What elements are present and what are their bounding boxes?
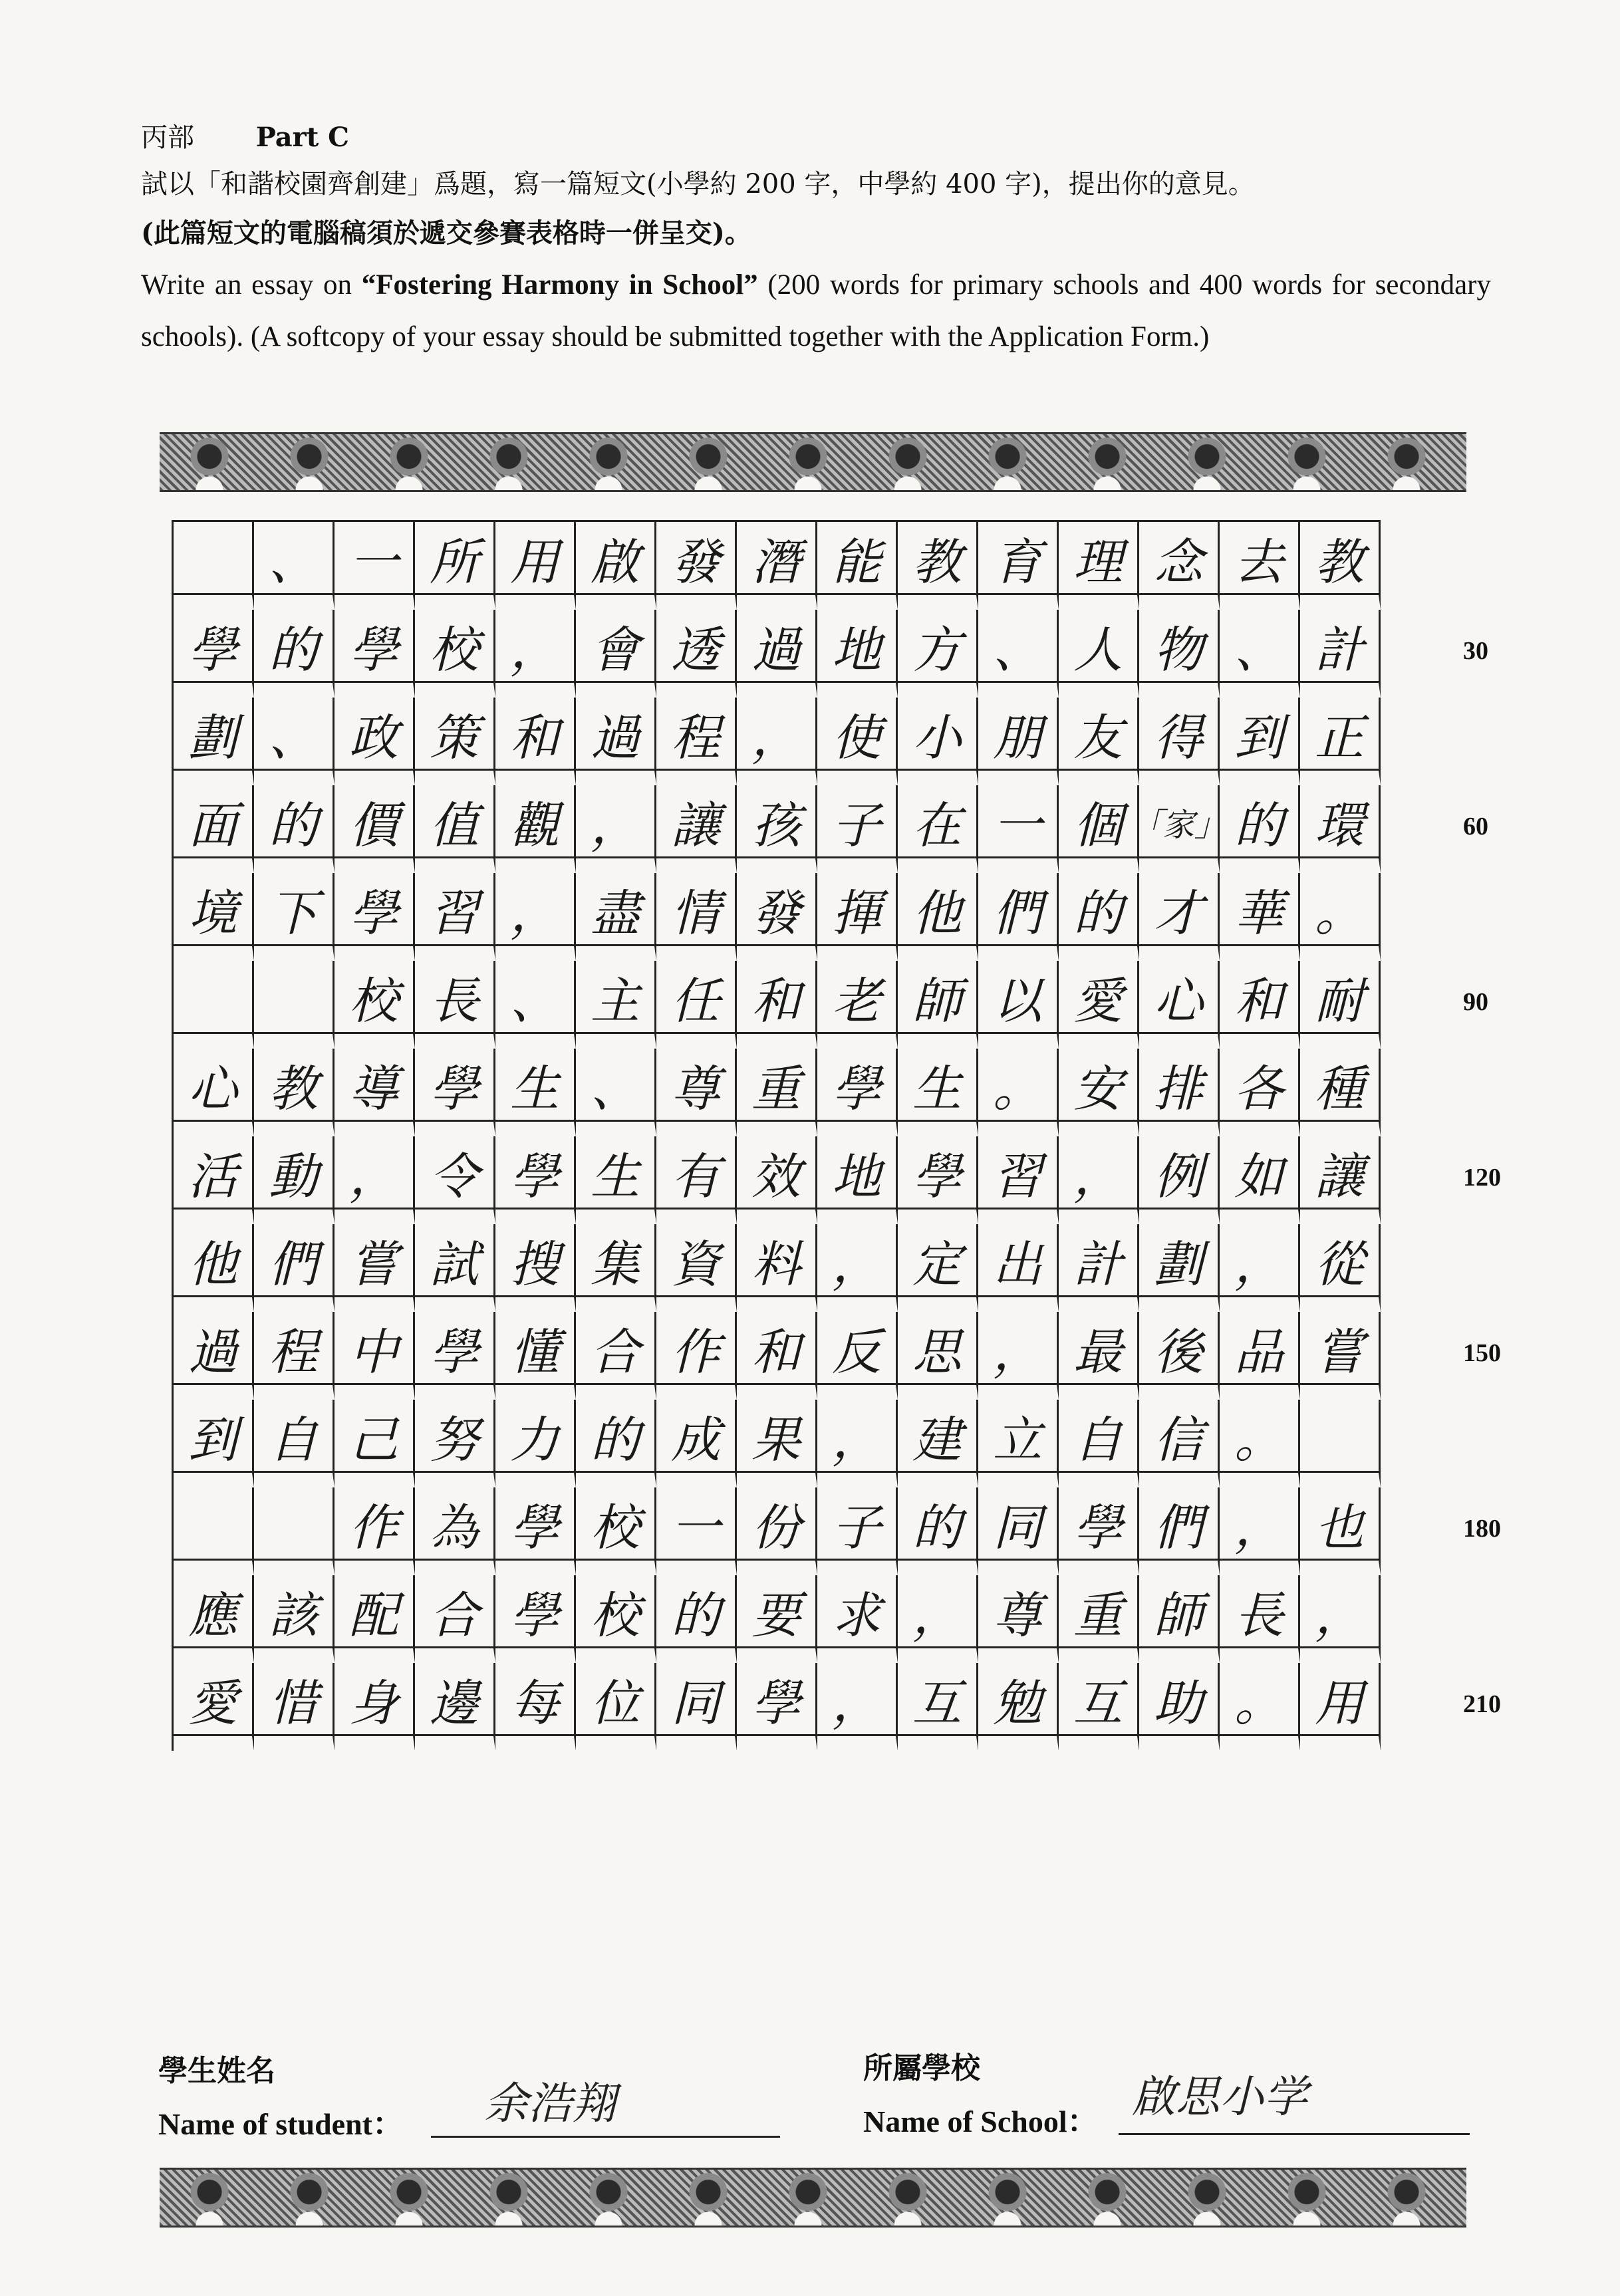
essay-grid-cell: 的 — [576, 1400, 656, 1487]
essay-grid-cell: 劃 — [1139, 1224, 1220, 1312]
essay-grid-cell: 、 — [254, 698, 335, 785]
essay-grid-cell: 朋 — [978, 698, 1059, 785]
essay-grid-cell: 合 — [415, 1575, 495, 1663]
essay-grid-cell: 值 — [415, 785, 495, 873]
essay-grid-cell: 境 — [174, 873, 254, 961]
essay-grid-cell: 。 — [1300, 873, 1381, 961]
essay-grid-cell: 小 — [898, 698, 978, 785]
essay-grid-cell: 、 — [978, 610, 1059, 698]
essay-grid-cell: 學 — [335, 873, 415, 961]
essay-grid-cell: 。 — [1220, 1400, 1300, 1487]
essay-grid-cell: 使 — [817, 698, 898, 785]
essay-grid-cell: 習 — [978, 1136, 1059, 1224]
essay-grid-cell: 情 — [656, 873, 737, 961]
essay-grid-cell: 惜 — [254, 1663, 335, 1751]
essay-grid-cell: 生 — [898, 1049, 978, 1136]
school-label-en: Name of School： — [863, 2105, 1098, 2138]
essay-grid-cell: 他 — [898, 873, 978, 961]
instruction-en-post: (200 words for primary schools and 400 words for secondary schools). (A softcopy of your essay should be submitted together with the Application Form.) — [141, 269, 1492, 352]
essay-grid-cell: 策 — [415, 698, 495, 785]
essay-grid-cell: 教 — [254, 1049, 335, 1136]
essay-grid-cell: 學 — [495, 1575, 576, 1663]
essay-grid-cell: ， — [1300, 1575, 1381, 1663]
essay-grid-cell: 。 — [1220, 1663, 1300, 1751]
essay-writing-grid — [172, 520, 1381, 1751]
essay-grid-cell: ， — [1059, 1136, 1139, 1224]
essay-grid-cell: 合 — [576, 1312, 656, 1400]
essay-grid-cell: 的 — [1059, 873, 1139, 961]
essay-grid-cell: 一 — [656, 1487, 737, 1575]
essay-grid-cell: 育 — [978, 522, 1059, 610]
essay-grid-cell: 的 — [656, 1575, 737, 1663]
essay-grid-cell: 和 — [737, 1312, 817, 1400]
essay-grid-cell: 果 — [737, 1400, 817, 1487]
essay-grid-cell: 教 — [898, 522, 978, 610]
essay-grid-cell: ， — [495, 873, 576, 961]
essay-grid-cell: 們 — [1139, 1487, 1220, 1575]
essay-grid-cell: 思 — [898, 1312, 978, 1400]
essay-grid-cell: 到 — [174, 1400, 254, 1487]
essay-grid-cell: 過 — [576, 698, 656, 785]
essay-grid-cell: 安 — [1059, 1049, 1139, 1136]
essay-grid-cell: 在 — [898, 785, 978, 873]
decorative-border-top — [160, 432, 1466, 492]
essay-grid-cell: 從 — [1300, 1224, 1381, 1312]
essay-grid-cell: 方 — [898, 610, 978, 698]
school-label-zh: 所屬學校 — [863, 2051, 980, 2085]
essay-grid-cell: 學 — [737, 1663, 817, 1751]
essay-grid-cell: 愛 — [1059, 961, 1139, 1049]
essay-grid-cell: 重 — [1059, 1575, 1139, 1663]
essay-grid-cell: 學 — [415, 1312, 495, 1400]
essay-grid-cell: 應 — [174, 1575, 254, 1663]
essay-grid-cell: 的 — [254, 610, 335, 698]
essay-grid-cell: 、 — [495, 961, 576, 1049]
essay-grid-cell: 用 — [495, 522, 576, 610]
essay-grid-cell: 的 — [254, 785, 335, 873]
essay-grid-cell — [254, 1487, 335, 1575]
student-name-signature: 余浩翔 — [484, 2078, 616, 2129]
essay-grid-cell: 動 — [254, 1136, 335, 1224]
essay-grid-cell — [254, 961, 335, 1049]
essay-grid-cell: 發 — [656, 522, 737, 610]
essay-grid-cell: 定 — [898, 1224, 978, 1312]
essay-grid-cell: ， — [1220, 1224, 1300, 1312]
instruction-en-title: “Fostering Harmony in School” — [361, 269, 758, 301]
essay-grid-cell: ， — [817, 1224, 898, 1312]
essay-grid-cell: 計 — [1300, 610, 1381, 698]
essay-grid-cell: 勉 — [978, 1663, 1059, 1751]
essay-grid-cell — [174, 522, 254, 610]
essay-grid-cell: 導 — [335, 1049, 415, 1136]
essay-grid-cell: 發 — [737, 873, 817, 961]
essay-grid-cell: 個 — [1059, 785, 1139, 873]
instruction-en — [141, 259, 1491, 363]
essay-grid-cell: 同 — [656, 1663, 737, 1751]
essay-grid-cell: 會 — [576, 610, 656, 698]
essay-grid-cell: 該 — [254, 1575, 335, 1663]
essay-grid-cell: 孩 — [737, 785, 817, 873]
essay-grid-cell: ， — [978, 1312, 1059, 1400]
essay-grid-cell: 政 — [335, 698, 415, 785]
essay-grid-cell: 嘗 — [335, 1224, 415, 1312]
essay-grid-cell: 品 — [1220, 1312, 1300, 1400]
essay-grid-cell: 學 — [495, 1136, 576, 1224]
essay-grid-cell: 。 — [978, 1049, 1059, 1136]
essay-grid-cell: 資 — [656, 1224, 737, 1312]
essay-grid-cell: 劃 — [174, 698, 254, 785]
essay-grid-cell: 面 — [174, 785, 254, 873]
essay-grid-cell: 生 — [495, 1049, 576, 1136]
part-heading-zh: 丙部 — [141, 122, 194, 153]
essay-grid-cell: 的 — [1220, 785, 1300, 873]
essay-grid-cell: 排 — [1139, 1049, 1220, 1136]
essay-grid-cell: 學 — [335, 610, 415, 698]
essay-grid-cell: 作 — [656, 1312, 737, 1400]
word-count-marker: 210 — [1463, 1690, 1501, 1718]
essay-grid-cell: 要 — [737, 1575, 817, 1663]
essay-grid-cell: 盡 — [576, 873, 656, 961]
essay-grid-cell: 反 — [817, 1312, 898, 1400]
essay-grid-cell: 各 — [1220, 1049, 1300, 1136]
essay-grid-cell: 校 — [335, 961, 415, 1049]
essay-grid-cell: 師 — [898, 961, 978, 1049]
essay-grid-cell: 物 — [1139, 610, 1220, 698]
student-label-zh: 學生姓名 — [158, 2054, 275, 2088]
essay-grid-cell: 讓 — [656, 785, 737, 873]
part-heading — [141, 112, 1491, 164]
essay-grid-cell — [174, 961, 254, 1049]
essay-grid-cell: 立 — [978, 1400, 1059, 1487]
essay-grid-cell: 和 — [495, 698, 576, 785]
essay-grid-cell: ， — [335, 1136, 415, 1224]
essay-grid-cell: 程 — [656, 698, 737, 785]
essay-grid-cell: 才 — [1139, 873, 1220, 961]
word-count-marker: 150 — [1463, 1339, 1501, 1367]
essay-grid-cell: 身 — [335, 1663, 415, 1751]
essay-grid-cell: 建 — [898, 1400, 978, 1487]
essay-grid-cell: 價 — [335, 785, 415, 873]
essay-grid-cell: 用 — [1300, 1663, 1381, 1751]
essay-grid-cell: 自 — [254, 1400, 335, 1487]
essay-grid-cell: 教 — [1300, 522, 1381, 610]
essay-grid-cell: 試 — [415, 1224, 495, 1312]
essay-grid-cell — [1300, 1400, 1381, 1487]
student-name-line — [431, 2136, 780, 2138]
essay-grid-cell: 尊 — [978, 1575, 1059, 1663]
essay-grid-cell: 子 — [817, 1487, 898, 1575]
essay-grid-cell: 學 — [174, 610, 254, 698]
essay-grid-cell: 、 — [254, 522, 335, 610]
essay-grid-cell: 們 — [978, 873, 1059, 961]
essay-grid-cell: 愛 — [174, 1663, 254, 1751]
essay-grid-cell: 能 — [817, 522, 898, 610]
essay-grid-cell: 尊 — [656, 1049, 737, 1136]
essay-grid-cell: 們 — [254, 1224, 335, 1312]
word-count-marker: 30 — [1463, 637, 1488, 665]
essay-grid-cell: ， — [817, 1663, 898, 1751]
essay-grid-cell: 配 — [335, 1575, 415, 1663]
essay-grid-cell: 例 — [1139, 1136, 1220, 1224]
essay-grid-cell: 效 — [737, 1136, 817, 1224]
essay-grid-cell: 「家」 — [1139, 785, 1220, 873]
essay-grid-cell: 懂 — [495, 1312, 576, 1400]
essay-grid-cell: 自 — [1059, 1400, 1139, 1487]
essay-grid-cell: 、 — [576, 1049, 656, 1136]
essay-grid-cell: 地 — [817, 610, 898, 698]
student-label-en: Name of student： — [158, 2107, 403, 2141]
essay-grid-cell: 老 — [817, 961, 898, 1049]
essay-grid-cell: 計 — [1059, 1224, 1139, 1312]
essay-grid-cell: 念 — [1139, 522, 1220, 610]
essay-grid-cell: 長 — [415, 961, 495, 1049]
essay-grid-cell: ， — [817, 1400, 898, 1487]
essay-grid-cell: 下 — [254, 873, 335, 961]
essay-grid-cell: 學 — [495, 1487, 576, 1575]
essay-grid-cell: 、 — [1220, 610, 1300, 698]
school-name-line — [1119, 2133, 1470, 2135]
essay-grid-cell: 得 — [1139, 698, 1220, 785]
essay-grid-cell: 的 — [898, 1487, 978, 1575]
word-count-marker: 120 — [1463, 1164, 1501, 1192]
essay-grid-cell: 環 — [1300, 785, 1381, 873]
essay-grid-cell: 友 — [1059, 698, 1139, 785]
essay-grid-cell: 令 — [415, 1136, 495, 1224]
essay-grid-cell: 程 — [254, 1312, 335, 1400]
note-zh: (此篇短文的電腦稿須於遞交參賽表格時一併呈交)。 — [141, 217, 751, 249]
essay-grid-cell — [174, 1487, 254, 1575]
essay-grid-cell: 習 — [415, 873, 495, 961]
essay-grid-cell: 校 — [576, 1575, 656, 1663]
essay-grid-cell: 位 — [576, 1663, 656, 1751]
essay-grid-cell: ， — [898, 1575, 978, 1663]
essay-grid-cell: 學 — [415, 1049, 495, 1136]
word-count-marker: 180 — [1463, 1515, 1501, 1543]
essay-grid-cell: 正 — [1300, 698, 1381, 785]
essay-grid-cell: 透 — [656, 610, 737, 698]
essay-grid-cell: 揮 — [817, 873, 898, 961]
essay-grid-cell: 求 — [817, 1575, 898, 1663]
essay-grid-cell: 己 — [335, 1400, 415, 1487]
word-count-marker: 60 — [1463, 813, 1488, 840]
essay-grid-cell: 一 — [335, 522, 415, 610]
essay-grid-cell: 作 — [335, 1487, 415, 1575]
essay-grid-cell: 信 — [1139, 1400, 1220, 1487]
essay-grid-cell: 主 — [576, 961, 656, 1049]
essay-grid-cell: 份 — [737, 1487, 817, 1575]
part-heading-en: Part C — [255, 122, 349, 153]
essay-grid-cell: 中 — [335, 1312, 415, 1400]
essay-grid-cell: 過 — [174, 1312, 254, 1400]
essay-grid-cell: 潛 — [737, 522, 817, 610]
essay-grid-cell: ， — [495, 610, 576, 698]
essay-grid-cell: 重 — [737, 1049, 817, 1136]
essay-grid-cell: 心 — [174, 1049, 254, 1136]
essay-grid-cell: 每 — [495, 1663, 576, 1751]
essay-grid-cell: 學 — [898, 1136, 978, 1224]
essay-grid-cell: 助 — [1139, 1663, 1220, 1751]
essay-grid-cell: 一 — [978, 785, 1059, 873]
essay-grid-cell: 人 — [1059, 610, 1139, 698]
essay-grid-cell: ， — [737, 698, 817, 785]
essay-grid-cell: 邊 — [415, 1663, 495, 1751]
essay-grid-cell: 嘗 — [1300, 1312, 1381, 1400]
essay-grid-cell: 師 — [1139, 1575, 1220, 1663]
essay-grid-cell: 最 — [1059, 1312, 1139, 1400]
essay-grid-cell: 同 — [978, 1487, 1059, 1575]
essay-grid-cell: 如 — [1220, 1136, 1300, 1224]
essay-grid-cell: 校 — [576, 1487, 656, 1575]
essay-grid-cell: 和 — [737, 961, 817, 1049]
essay-grid-cell: 生 — [576, 1136, 656, 1224]
essay-grid-cell: 他 — [174, 1224, 254, 1312]
essay-grid-cell: 成 — [656, 1400, 737, 1487]
essay-grid-cell: 出 — [978, 1224, 1059, 1312]
school-name-handwritten: 啟思小学 — [1132, 2071, 1307, 2122]
essay-grid-cell: 搜 — [495, 1224, 576, 1312]
essay-grid-cell: 理 — [1059, 522, 1139, 610]
essay-grid-cell: 耐 — [1300, 961, 1381, 1049]
essay-grid-cell: 也 — [1300, 1487, 1381, 1575]
instruction-en-pre: Write an essay on — [141, 269, 362, 301]
essay-grid-cell: 力 — [495, 1400, 576, 1487]
essay-grid-cell: 和 — [1220, 961, 1300, 1049]
essay-grid-cell: 活 — [174, 1136, 254, 1224]
essay-grid-cell: 種 — [1300, 1049, 1381, 1136]
essay-grid-cell: 子 — [817, 785, 898, 873]
essay-grid-cell: 後 — [1139, 1312, 1220, 1400]
essay-grid-cell: 有 — [656, 1136, 737, 1224]
essay-grid-cell: 讓 — [1300, 1136, 1381, 1224]
essay-grid-cell: 去 — [1220, 522, 1300, 610]
essay-grid-cell: 過 — [737, 610, 817, 698]
essay-grid-cell: 互 — [898, 1663, 978, 1751]
essay-grid-cell: 料 — [737, 1224, 817, 1312]
word-count-marker: 90 — [1463, 988, 1488, 1016]
essay-grid-cell: 學 — [817, 1049, 898, 1136]
essay-grid-cell: 以 — [978, 961, 1059, 1049]
essay-grid-cell: ， — [576, 785, 656, 873]
essay-grid-cell: 任 — [656, 961, 737, 1049]
essay-grid-cell: 學 — [1059, 1487, 1139, 1575]
decorative-border-bottom — [160, 2168, 1466, 2228]
essay-grid-cell: 所 — [415, 522, 495, 610]
essay-grid-cell: 努 — [415, 1400, 495, 1487]
essay-grid-cell: ， — [1220, 1487, 1300, 1575]
essay-grid-cell: 為 — [415, 1487, 495, 1575]
essay-grid-cell: 校 — [415, 610, 495, 698]
essay-grid-cell: 互 — [1059, 1663, 1139, 1751]
essay-grid-cell: 啟 — [576, 522, 656, 610]
essay-grid-cell: 地 — [817, 1136, 898, 1224]
essay-grid-cell: 到 — [1220, 698, 1300, 785]
essay-grid-cell: 集 — [576, 1224, 656, 1312]
essay-grid-cell: 心 — [1139, 961, 1220, 1049]
essay-grid-cell: 華 — [1220, 873, 1300, 961]
instruction-zh: 試以「和諧校園齊創建」爲題，寫一篇短文(小學約 200 字，中學約 400 字)，提出你的意見。 — [141, 169, 1255, 199]
essay-grid-cell: 觀 — [495, 785, 576, 873]
essay-grid-cell: 長 — [1220, 1575, 1300, 1663]
